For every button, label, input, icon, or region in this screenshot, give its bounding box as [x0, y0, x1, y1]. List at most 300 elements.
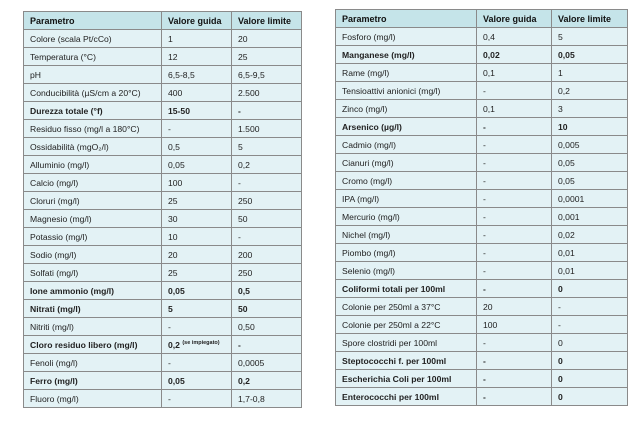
cell-limite	[552, 82, 628, 100]
table-row	[336, 316, 628, 334]
cell-limite	[232, 210, 302, 228]
cell-limite-text: 0,2	[558, 85, 570, 96]
cell-limite-text: 5	[558, 31, 563, 42]
cell-guida-text: 100	[168, 177, 183, 188]
cell-param	[24, 210, 162, 228]
cell-guida-text: 0,05	[168, 159, 185, 170]
cell-limite	[232, 246, 302, 264]
cell-param	[336, 136, 477, 154]
table-row	[336, 82, 628, 100]
cell-guida-text: -	[483, 85, 486, 96]
cell-param	[24, 102, 162, 120]
cell-limite-text: -	[238, 339, 241, 350]
cell-param-text: Manganese (mg/l)	[342, 49, 415, 60]
cell-guida	[162, 120, 232, 138]
cell-param-text: Arsenico (µg/l)	[342, 121, 402, 132]
cell-guida	[162, 66, 232, 84]
cell-param	[24, 84, 162, 102]
cell-guida-text: -	[483, 211, 486, 222]
cell-limite	[232, 300, 302, 318]
table-row	[24, 66, 302, 84]
cell-param	[24, 264, 162, 282]
cell-guida-text: 20	[483, 301, 493, 312]
cell-guida-text: 1	[168, 33, 173, 44]
cell-limite	[232, 390, 302, 408]
cell-guida	[477, 154, 552, 172]
cell-limite-text: 0,2	[238, 375, 250, 386]
cell-limite-text: 1,7-0,8	[238, 393, 265, 404]
table-row	[336, 298, 628, 316]
table-row	[336, 262, 628, 280]
header-parametro: Parametro	[24, 12, 162, 30]
cell-param	[336, 244, 477, 262]
table-row	[336, 244, 628, 262]
cell-guida	[162, 174, 232, 192]
cell-limite	[552, 46, 628, 64]
table-row	[336, 388, 628, 406]
cell-param	[24, 48, 162, 66]
cell-param-text: Durezza totale (°f)	[30, 105, 103, 116]
cell-param-text: Temperatura (°C)	[30, 51, 96, 62]
cell-guida	[162, 390, 232, 408]
cell-limite-text: 10	[558, 121, 568, 132]
cell-limite-text: -	[558, 319, 561, 330]
cell-param	[336, 190, 477, 208]
cell-param	[336, 64, 477, 82]
cell-guida-text: 25	[168, 195, 178, 206]
cell-guida	[477, 334, 552, 352]
cell-param	[24, 372, 162, 390]
table-row	[336, 154, 628, 172]
cell-limite-text: -	[238, 231, 241, 242]
cell-guida	[477, 64, 552, 82]
cell-limite	[232, 174, 302, 192]
cell-guida-text: 100	[483, 319, 498, 330]
cell-limite	[232, 48, 302, 66]
cell-limite-text: 0,0001	[558, 193, 585, 204]
cell-limite	[232, 264, 302, 282]
cell-param	[336, 298, 477, 316]
cell-param	[24, 138, 162, 156]
table-row	[336, 64, 628, 82]
table-row	[24, 336, 302, 354]
cell-guida-text: -	[483, 247, 486, 258]
cell-guida-text: -	[168, 357, 171, 368]
cell-limite	[232, 372, 302, 390]
cell-param	[336, 154, 477, 172]
cell-guida	[477, 370, 552, 388]
table-row	[336, 280, 628, 298]
header-parametro: Parametro	[336, 10, 477, 28]
header-valore-limite: Valore limite	[232, 12, 302, 30]
cell-guida-text: 0,05	[168, 375, 185, 386]
cell-param	[24, 300, 162, 318]
cell-guida-text: 6,5-8,5	[168, 69, 195, 80]
cell-guida	[162, 372, 232, 390]
cell-limite-text: 0,005	[558, 139, 580, 150]
cell-param-text: Piombo (mg/l)	[342, 247, 396, 258]
cell-param-text: Fosforo (mg/l)	[342, 31, 396, 42]
cell-param-text: Alluminio (mg/l)	[30, 159, 90, 170]
cell-guida	[477, 208, 552, 226]
cell-limite-text: 0,5	[238, 285, 250, 296]
cell-param	[24, 390, 162, 408]
cell-param-text: Colore (scala Pt/cCo)	[30, 33, 112, 44]
cell-limite-text: 0,05	[558, 175, 575, 186]
cell-param	[336, 46, 477, 64]
cell-param-text: Sodio (mg/l)	[30, 249, 77, 260]
water-parameters-table-right	[335, 9, 628, 406]
cell-param-text: pH	[30, 69, 41, 80]
cell-guida	[162, 336, 232, 354]
cell-guida-text: -	[168, 123, 171, 134]
cell-guida	[477, 100, 552, 118]
cell-limite	[552, 154, 628, 172]
cell-limite-text: 0,02	[558, 229, 575, 240]
cell-limite	[232, 138, 302, 156]
table-row	[24, 138, 302, 156]
cell-limite-text: 50	[238, 303, 248, 314]
table-row	[24, 318, 302, 336]
cell-param-text: Enterococchi per 100ml	[342, 391, 439, 402]
cell-limite-text: 0,05	[558, 49, 575, 60]
cell-param-text: Ione ammonio (mg/l)	[30, 285, 115, 296]
cell-limite	[232, 282, 302, 300]
cell-param-text: Colonie per 250ml a 37°C	[342, 301, 441, 312]
cell-guida-text: 0,02	[483, 49, 500, 60]
cell-param-text: Mercurio (mg/l)	[342, 211, 400, 222]
cell-param-text: Fenoli (mg/l)	[30, 357, 78, 368]
cell-limite	[552, 316, 628, 334]
cell-param-text: Escherichia Coli per 100ml	[342, 373, 452, 384]
table-row	[24, 48, 302, 66]
cell-guida	[477, 388, 552, 406]
cell-guida	[162, 354, 232, 372]
cell-limite-text: 250	[238, 267, 253, 278]
cell-guida	[162, 30, 232, 48]
table-row	[336, 334, 628, 352]
cell-guida	[162, 228, 232, 246]
cell-guida-text: -	[483, 373, 486, 384]
cell-param-text: Nitriti (mg/l)	[30, 321, 74, 332]
table-row	[24, 30, 302, 48]
table-row	[24, 372, 302, 390]
cell-guida	[477, 118, 552, 136]
cell-limite	[232, 84, 302, 102]
table-row	[336, 352, 628, 370]
cell-guida-text: 0,2	[168, 339, 180, 350]
cell-param-text: Ferro (mg/l)	[30, 375, 78, 386]
cell-limite-text: 0	[558, 283, 563, 294]
cell-limite-text: 1.500	[238, 123, 260, 134]
cell-param	[24, 156, 162, 174]
cell-limite-text: 0	[558, 355, 563, 366]
cell-guida-text: -	[483, 157, 486, 168]
cell-guida	[162, 246, 232, 264]
cell-param-text: Cianuri (mg/l)	[342, 157, 394, 168]
cell-guida	[162, 282, 232, 300]
cell-guida-text: -	[483, 193, 486, 204]
cell-limite	[552, 244, 628, 262]
cell-guida-text: 12	[168, 51, 178, 62]
table-row	[336, 46, 628, 64]
cell-limite-text: 50	[238, 213, 248, 224]
cell-limite	[232, 192, 302, 210]
cell-limite	[552, 208, 628, 226]
cell-limite-text: 6,5-9,5	[238, 69, 265, 80]
cell-limite	[232, 318, 302, 336]
cell-guida	[477, 46, 552, 64]
cell-guida-text: -	[168, 393, 171, 404]
cell-param-text: Conducibilità (µS/cm a 20°C)	[30, 87, 141, 98]
cell-param-text: Magnesio (mg/l)	[30, 213, 92, 224]
cell-param-text: Fluoro (mg/l)	[30, 393, 79, 404]
cell-limite	[232, 228, 302, 246]
table-header-row	[24, 12, 302, 30]
cell-limite-text: 1	[558, 67, 563, 78]
cell-param-text: Spore clostridi per 100ml	[342, 337, 438, 348]
cell-limite	[232, 102, 302, 120]
cell-limite-text: 0,001	[558, 211, 580, 222]
table-row	[24, 264, 302, 282]
cell-guida	[477, 280, 552, 298]
table-row	[24, 300, 302, 318]
cell-param-text: Rame (mg/l)	[342, 67, 390, 78]
cell-param-text: IPA (mg/l)	[342, 193, 380, 204]
cell-guida	[477, 172, 552, 190]
table-row	[336, 370, 628, 388]
cell-guida-text: 0,4	[483, 31, 495, 42]
cell-limite-text: 0	[558, 337, 563, 348]
cell-limite-text: 0	[558, 391, 563, 402]
cell-param	[336, 28, 477, 46]
cell-limite-text: 2.500	[238, 87, 260, 98]
cell-param-text: Nitrati (mg/l)	[30, 303, 81, 314]
cell-param	[24, 120, 162, 138]
cell-param	[336, 208, 477, 226]
header-valore-guida: Valore guida	[162, 12, 232, 30]
cell-guida-note: (se impiegato)	[182, 339, 220, 346]
cell-param	[24, 318, 162, 336]
table-row	[24, 102, 302, 120]
cell-param	[336, 118, 477, 136]
cell-guida	[477, 316, 552, 334]
cell-guida-text: 5	[168, 303, 173, 314]
cell-guida	[162, 48, 232, 66]
cell-param-text: Colonie per 250ml a 22°C	[342, 319, 441, 330]
cell-guida-text: -	[483, 283, 486, 294]
cell-guida	[477, 226, 552, 244]
cell-guida	[477, 136, 552, 154]
cell-guida-text: -	[483, 265, 486, 276]
cell-guida	[162, 210, 232, 228]
cell-guida	[477, 28, 552, 46]
cell-param	[336, 316, 477, 334]
cell-param-text: Coliformi totali per 100ml	[342, 283, 446, 294]
cell-limite	[232, 336, 302, 354]
cell-limite	[552, 298, 628, 316]
cell-guida-text: 0,1	[483, 103, 495, 114]
table-row	[336, 208, 628, 226]
cell-guida	[477, 190, 552, 208]
cell-limite-text: 3	[558, 103, 563, 114]
cell-param-text: Potassio (mg/l)	[30, 231, 88, 242]
cell-limite	[552, 172, 628, 190]
cell-limite	[552, 118, 628, 136]
table-row	[24, 228, 302, 246]
cell-param	[336, 280, 477, 298]
cell-guida-text: -	[483, 175, 486, 186]
cell-param-text: Zinco (mg/l)	[342, 103, 388, 114]
cell-limite	[552, 370, 628, 388]
cell-limite	[552, 388, 628, 406]
cell-param	[336, 352, 477, 370]
cell-param	[336, 388, 477, 406]
cell-limite	[232, 30, 302, 48]
cell-guida	[162, 192, 232, 210]
cell-limite	[552, 100, 628, 118]
cell-guida-text: 0,05	[168, 285, 185, 296]
cell-limite	[552, 136, 628, 154]
cell-limite-text: -	[558, 301, 561, 312]
cell-guida-text: 15-50	[168, 105, 190, 116]
cell-guida-text: 25	[168, 267, 178, 278]
cell-param	[336, 370, 477, 388]
cell-param	[336, 82, 477, 100]
cell-limite-text: 0,50	[238, 321, 255, 332]
cell-guida	[477, 298, 552, 316]
cell-limite	[232, 354, 302, 372]
cell-limite	[552, 28, 628, 46]
table-row	[24, 174, 302, 192]
cell-limite	[552, 262, 628, 280]
cell-limite	[232, 120, 302, 138]
cell-param-text: Nichel (mg/l)	[342, 229, 391, 240]
cell-limite-text: -	[238, 177, 241, 188]
cell-param	[336, 100, 477, 118]
water-parameters-table-left	[23, 11, 302, 408]
cell-limite	[552, 190, 628, 208]
cell-param-text: Cromo (mg/l)	[342, 175, 393, 186]
table-row	[24, 210, 302, 228]
cell-param-text: Residuo fisso (mg/l a 180°C)	[30, 123, 140, 134]
cell-limite	[552, 64, 628, 82]
cell-guida-text: -	[483, 355, 486, 366]
cell-param-text: Selenio (mg/l)	[342, 265, 396, 276]
cell-limite-text: 5	[238, 141, 243, 152]
cell-limite	[552, 334, 628, 352]
cell-guida	[162, 138, 232, 156]
cell-limite	[552, 352, 628, 370]
table-row	[336, 190, 628, 208]
table-row	[24, 84, 302, 102]
cell-limite-text: 0,01	[558, 265, 575, 276]
table-row	[24, 282, 302, 300]
cell-param	[24, 174, 162, 192]
table-header-row	[336, 10, 628, 28]
cell-param-text: Calcio (mg/l)	[30, 177, 79, 188]
cell-param-text: Tensioattivi anionici (mg/l)	[342, 85, 441, 96]
cell-guida-text: 400	[168, 87, 183, 98]
cell-guida-text: -	[168, 321, 171, 332]
cell-guida-text: 0,5	[168, 141, 180, 152]
table-row	[24, 192, 302, 210]
cell-guida-text: 10	[168, 231, 178, 242]
cell-param-text: Cloruri (mg/l)	[30, 195, 80, 206]
cell-param	[24, 246, 162, 264]
cell-guida-text: 30	[168, 213, 178, 224]
cell-guida	[162, 84, 232, 102]
cell-guida-text: -	[483, 121, 486, 132]
cell-param	[336, 334, 477, 352]
cell-limite	[232, 156, 302, 174]
cell-limite-text: -	[238, 105, 241, 116]
cell-param-text: Ossidabilità (mgO₂/l)	[30, 141, 109, 152]
table-row	[24, 156, 302, 174]
cell-limite	[552, 280, 628, 298]
cell-param	[24, 228, 162, 246]
cell-param-text: Solfati (mg/l)	[30, 267, 79, 278]
cell-param	[24, 336, 162, 354]
cell-param	[24, 30, 162, 48]
cell-limite-text: 0,01	[558, 247, 575, 258]
table-row	[336, 100, 628, 118]
cell-param	[24, 282, 162, 300]
cell-guida	[162, 264, 232, 282]
cell-param-text: Cloro residuo libero (mg/l)	[30, 339, 138, 350]
cell-guida-text: 20	[168, 249, 178, 260]
header-valore-limite: Valore limite	[552, 10, 628, 28]
cell-limite-text: 20	[238, 33, 248, 44]
table-row	[24, 390, 302, 408]
table-row	[336, 172, 628, 190]
cell-guida	[477, 262, 552, 280]
cell-guida	[162, 318, 232, 336]
cell-param	[336, 226, 477, 244]
cell-param-text: Cadmio (mg/l)	[342, 139, 396, 150]
cell-guida	[162, 102, 232, 120]
cell-limite-text: 0	[558, 373, 563, 384]
cell-limite	[552, 226, 628, 244]
cell-guida	[477, 244, 552, 262]
table-row	[336, 226, 628, 244]
cell-limite-text: 200	[238, 249, 253, 260]
cell-param	[24, 192, 162, 210]
cell-limite-text: 25	[238, 51, 248, 62]
cell-guida	[477, 352, 552, 370]
cell-guida-text: 0,1	[483, 67, 495, 78]
cell-limite-text: 0,0005	[238, 357, 265, 368]
table-row	[24, 120, 302, 138]
cell-guida	[162, 300, 232, 318]
cell-param	[336, 172, 477, 190]
table-row	[336, 28, 628, 46]
cell-param	[24, 354, 162, 372]
cell-limite-text: 250	[238, 195, 253, 206]
cell-guida-text: -	[483, 229, 486, 240]
cell-guida	[162, 156, 232, 174]
cell-param	[336, 262, 477, 280]
table-row	[24, 246, 302, 264]
table-row	[336, 118, 628, 136]
cell-param	[24, 66, 162, 84]
cell-limite-text: 0,2	[238, 159, 250, 170]
cell-limite-text: 0,05	[558, 157, 575, 168]
cell-guida-text: -	[483, 139, 486, 150]
cell-param-text: Steptococchi f. per 100ml	[342, 355, 447, 366]
table-row	[336, 136, 628, 154]
cell-guida-text: -	[483, 391, 486, 402]
